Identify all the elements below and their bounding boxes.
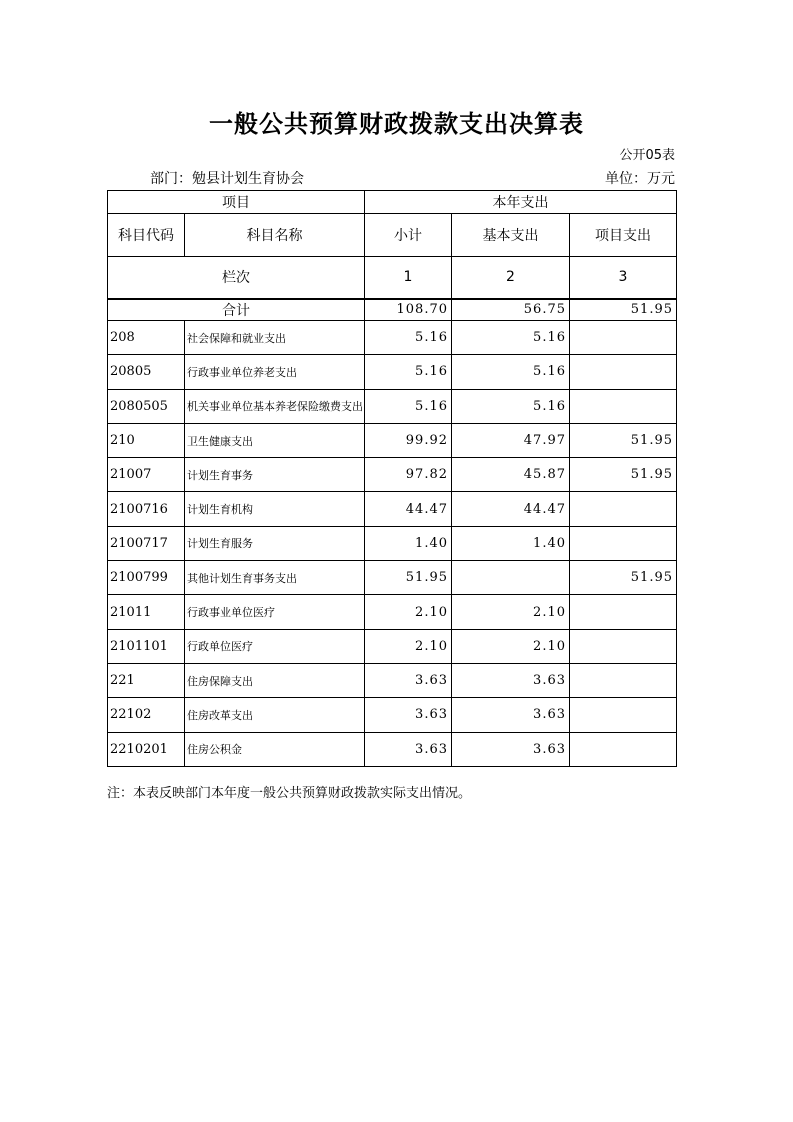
total-label: 合计	[108, 299, 365, 321]
footnote: 注：本表反映部门本年度一般公共预算财政拨款实际支出情况。	[107, 786, 472, 801]
row-basic: 5.16	[452, 321, 570, 355]
row-project	[570, 663, 677, 697]
row-code: 2210201	[108, 732, 185, 766]
table-row	[108, 526, 677, 560]
row-code: 210	[108, 423, 185, 457]
column-index-1: 1	[365, 257, 452, 299]
row-project	[570, 355, 677, 389]
row-basic: 5.16	[452, 389, 570, 423]
header-row-2	[108, 214, 677, 257]
row-project	[570, 732, 677, 766]
row-basic	[452, 561, 570, 595]
row-subtotal: 5.16	[365, 389, 452, 423]
row-name: 行政事业单位养老支出	[185, 355, 365, 389]
total-subtotal: 108.70	[365, 299, 452, 321]
row-project	[570, 595, 677, 629]
column-index-3: 3	[570, 257, 677, 299]
unit-label: 单位：万元	[605, 171, 675, 187]
row-name: 住房保障支出	[185, 663, 365, 697]
row-subtotal: 51.95	[365, 561, 452, 595]
row-project	[570, 389, 677, 423]
row-name: 计划生育机构	[185, 492, 365, 526]
row-project	[570, 698, 677, 732]
table-row	[108, 732, 677, 766]
row-code: 22102	[108, 698, 185, 732]
row-project: 51.95	[570, 423, 677, 457]
table-row	[108, 492, 677, 526]
table-row	[108, 629, 677, 663]
row-basic: 3.63	[452, 732, 570, 766]
row-name: 计划生育事务	[185, 458, 365, 492]
row-subtotal: 3.63	[365, 698, 452, 732]
form-number: 公开05表	[619, 148, 675, 163]
row-basic: 3.63	[452, 663, 570, 697]
row-name: 住房改革支出	[185, 698, 365, 732]
row-name: 住房公积金	[185, 732, 365, 766]
row-subtotal: 99.92	[365, 423, 452, 457]
row-subtotal: 3.63	[365, 663, 452, 697]
table-row	[108, 561, 677, 595]
row-subtotal: 3.63	[365, 732, 452, 766]
row-code: 2101101	[108, 629, 185, 663]
row-project	[570, 629, 677, 663]
row-subtotal: 5.16	[365, 355, 452, 389]
row-subtotal: 1.40	[365, 526, 452, 560]
header-name: 科目名称	[185, 214, 365, 257]
table-row	[108, 595, 677, 629]
header-basic: 基本支出	[452, 214, 570, 257]
table-row	[108, 663, 677, 697]
row-subtotal: 5.16	[365, 321, 452, 355]
row-code: 21011	[108, 595, 185, 629]
table-row	[108, 458, 677, 492]
header-row-1	[108, 191, 677, 214]
total-row	[108, 299, 677, 321]
department-label: 部门：勉县计划生育协会	[150, 171, 304, 187]
row-code: 2100799	[108, 561, 185, 595]
row-code: 21007	[108, 458, 185, 492]
table-row	[108, 389, 677, 423]
row-name: 计划生育服务	[185, 526, 365, 560]
row-name: 其他计划生育事务支出	[185, 561, 365, 595]
row-basic: 3.63	[452, 698, 570, 732]
row-code: 221	[108, 663, 185, 697]
header-current-year: 本年支出	[365, 191, 677, 214]
table-row	[108, 355, 677, 389]
row-code: 208	[108, 321, 185, 355]
expenditure-table	[107, 190, 677, 767]
row-basic: 44.47	[452, 492, 570, 526]
table-row	[108, 698, 677, 732]
row-code: 2080505	[108, 389, 185, 423]
row-name: 行政事业单位医疗	[185, 595, 365, 629]
total-basic: 56.75	[452, 299, 570, 321]
column-index-row	[108, 257, 677, 299]
row-name: 机关事业单位基本养老保险缴费支出	[185, 389, 365, 423]
row-basic: 5.16	[452, 355, 570, 389]
header-subtotal: 小计	[365, 214, 452, 257]
column-index-2: 2	[452, 257, 570, 299]
row-name: 行政单位医疗	[185, 629, 365, 663]
header-code: 科目代码	[108, 214, 185, 257]
row-basic: 1.40	[452, 526, 570, 560]
row-project: 51.95	[570, 458, 677, 492]
row-project: 51.95	[570, 561, 677, 595]
table-row	[108, 423, 677, 457]
row-basic: 2.10	[452, 595, 570, 629]
row-code: 2100716	[108, 492, 185, 526]
page-title: 一般公共预算财政拨款支出决算表	[209, 110, 584, 138]
header-item: 项目	[108, 191, 365, 214]
row-project	[570, 492, 677, 526]
row-subtotal: 97.82	[365, 458, 452, 492]
header-project: 项目支出	[570, 214, 677, 257]
row-basic: 45.87	[452, 458, 570, 492]
row-subtotal: 2.10	[365, 595, 452, 629]
row-project	[570, 321, 677, 355]
row-name: 卫生健康支出	[185, 423, 365, 457]
row-subtotal: 44.47	[365, 492, 452, 526]
row-code: 20805	[108, 355, 185, 389]
table-row	[108, 321, 677, 355]
column-index-label: 栏次	[108, 257, 365, 299]
row-basic: 47.97	[452, 423, 570, 457]
row-basic: 2.10	[452, 629, 570, 663]
total-project: 51.95	[570, 299, 677, 321]
row-project	[570, 526, 677, 560]
row-subtotal: 2.10	[365, 629, 452, 663]
row-name: 社会保障和就业支出	[185, 321, 365, 355]
row-code: 2100717	[108, 526, 185, 560]
